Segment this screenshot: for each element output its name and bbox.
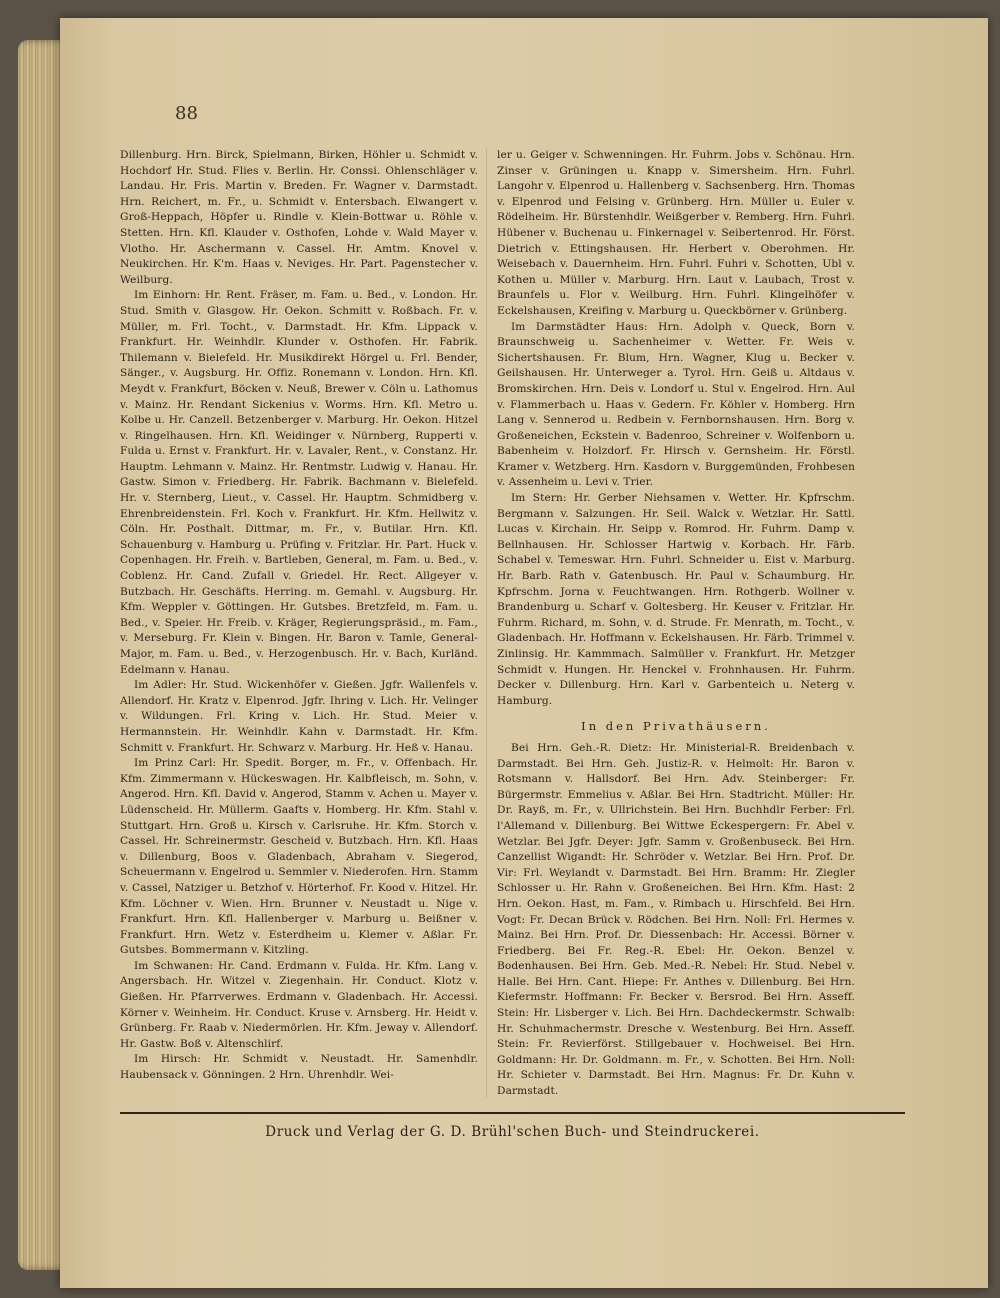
- private-houses-paragraph: Bei Hrn. Geh.-R. Dietz: Hr. Ministerial-R. Breidenbach v. Darmstadt. Bei Hrn. Geh. Justiz-R. v. Helmolt: Hr. Baron v. Rotsmann v. Hallsdorf. Bei Hrn. Adv. Steinberger: Fr. Bürgermstr. Emmelius v. Aßlar. Bei Hrn. Stadtricht. Müller: Hr. Dr. Rayß, m. Fr., v. Ullrichstein. Bei Hrn. Buchhdlr Ferber: Frl. l'Allemand v. Dillenburg. Bei Wittwe Eckespergern: Fr. Abel v. Wetzlar. Bei Jgfr. Deyer: Jgfr. Samm v. Großenbuseck. Bei Hrn. Canzellist Wigandt: Hr. Schröder v. Wetzlar. Bei Hrn. Prof. Dr. Vir: Frl. Weylandt v. Darmstadt. Bei Hrn. Bramm: Hr. Ziegler Schlosser u. Hr. Rahn v. Großeneichen. Bei Hrn. Kfm. Hast: 2 Hrn. Oekon. Hast, m. Fam., v. Rimbach u. Hirschfeld. Bei Hrn. Vogt: Fr. Decan Brück v. Rödchen. Bei Hrn. Noll: Frl. Hermes v. Mainz. Bei Hrn. Prof. Dr. Diessenbach: Hr. Accessi. Börner v. Friedberg. Bei Fr. Reg.-R. Ebel: Hr. Oekon. Benzel v. Bodenhausen. Bei Hrn. Geb. Med.-R. Nebel: Hr. Stud. Nebel v. Halle. Bei Hrn. Cant. Hiepe: Fr. Anthes v. Dillenburg. Bei Hrn. Kiefermstr. Hoffmann: Fr. Becker v. Bersrod. Bei Hrn. Asseff. Stein: Hr. Lisberger v. Lich. Bei Hrn. Dachdeckermstr. Schwalb: Hr. Schuhmachermstr. Dresche v. Westenburg. Bei Hrn. Asseff. Stein: Fr. Revierförst. Stillgebauer v. Hochweisel. Bei Hrn. Goldmann: Hr. Dr. Goldmann. m. Fr., v. Schotten. Bei Hrn. Noll: Hr. Schieter v. Darmstadt. Bei Hrn. Magnus: Fr. Dr. Kuhn v. Darmstadt.: [497, 741, 855, 1098]
- guest-list-paragraph: Im Prinz Carl: Hr. Spedit. Borger, m. Fr., v. Offenbach. Hr. Kfm. Zimmermann v. Hückeswagen. Hr. Kalbfleisch, m. Sohn, v. Angerod. Hrn. Kfl. David v. Angerod, Stamm v. Achen u. Mayer v. Lüdenscheid. Hr. Müllerm. Gaafts v. Homberg. Hr. Kfm. Stahl v. Stuttgart. Hrn. Groß u. Kirsch v. Carlsruhe. Hr. Kfm. Storch v. Cassel. Hr. Schreinermstr. Gescheid v. Butzbach. Hrn. Kfl. Haas v. Dillenburg, Boos v. Gladenbach, Abraham v. Siegerod, Scheuermann v. Engelrod u. Semmler v. Niederofen. Hrn. Stamm v. Cassel, Natziger u. Betzhof v. Hörterhof. Fr. Kood v. Hitzel. Hr. Kfm. Löchner v. Wien. Hrn. Brunner v. Neustadt u. Nige v. Frankfurt. Hrn. Kfl. Hallenberger v. Marburg u. Beißner v. Frankfurt. Hrn. Wetz v. Esterdheim u. Klemer v. Aßlar. Fr. Gutsbes. Bommermann v. Kitzling.: [120, 757, 478, 957]
- guest-list-paragraph: Im Einhorn: Hr. Rent. Fräser, m. Fam. u. Bed., v. London. Hr. Stud. Smith v. Glasgow. Hr. Oekon. Schmitt v. Roßbach. Fr. v. Müller, m. Frl. Tocht., v. Darmstadt. Hr. Kfm. Lippack v. Frankfurt. Hr. Weinhdlr. Klunder v. Osthofen. Hr. Fabrik. Thilemann v. Bielefeld. Hr. Musikdirekt Hörgel u. Frl. Bender, Sänger., v. Augsburg. Hr. Offiz. Ronemann v. London. Hrn. Kfl. Meydt v. Frankfurt, Böcken v. Neuß, Brewer v. Cöln u. Lathomus v. Mainz. Hr. Rendant Sickenius v. Worms. Hrn. Kfl. Metro u. Kolbe u. Hr. Canzell. Betzenberger v. Marburg. Hr. Oekon. Hitzel v. Ringelhausen. Hrn. Kfl. Weidinger v. Nürnberg, Rupperti v. Fulda u. Ernst v. Frankfurt. Hr. v. Lavaler, Rent., v. Constanz. Hr. Hauptm. Lehmann v. Mainz. Hr. Rentmstr. Ludwig v. Hanau. Hr. Gastw. Simon v. Friedberg. Hr. Fabrik. Bachmann v. Bielefeld. Hr. v. Sternberg, Lieut., v. Cassel. Hr. Hauptm. Schmidberg v. Ehrenbreidenstein. Frl. Koch v. Frankfurt. Hr. Kfm. Hellwitz v. Cöln. Hr. Posthalt. Dittmar, m. Fr., v. Butilar. Hrn. Kfl. Schauenburg v. Hamburg u. Prüfing v. Fritzlar. Hr. Part. Huck v. Copenhagen. Hr. Freih. v. Bartleben, General, m. Fam. u. Bed., v. Coblenz. Hr. Cand. Zufall v. Griedel. Hr. Rect. Allgeyer v. Butzbach. Hr. Geschäfts. Herring. m. Gemahl. v. Augsburg. Hr. Kfm. Weppler v. Göttingen. Hr. Gutsbes. Bretzfeld, m. Fam. u. Bed., v. Speier. Hr. Freib. v. Kräger, Regierungspräsid., m. Fam., v. Merseburg. Fr. Klein v. Bingen. Hr. Baron v. Tamle, General-Major, m. Fam. u. Bed., v. Herzogenbusch. Hr. v. Bach, Kurländ. Edelmann v. Hanau.: [120, 289, 478, 676]
- guest-list-paragraph: Im Stern: Hr. Gerber Niehsamen v. Wetter. Hr. Kpfrschm. Bergmann v. Salzungen. Hr. Seil. Walck v. Wetzlar. Hr. Sattl. Lucas v. Kirchain. Hr. Seipp v. Romrod. Hr. Fuhrm. Damp v. Bellnhausen. Hr. Schlosser Hartwig v. Korbach. Hr. Färb. Schabel v. Temeswar. Hrn. Fuhrl. Schneider u. Eist v. Marburg. Hr. Barb. Rath v. Gatenbusch. Hr. Paul v. Schaumburg. Hr. Kpfrschm. Jorna v. Feuchtwangen. Hrn. Rothgerb. Wollner v. Brandenburg u. Scharf v. Goltesberg. Hr. Keuser v. Fritzlar. Hr. Fuhrm. Richard, m. Sohn, v. d. Strude. Fr. Menrath, m. Tocht., v. Gladenbach. Hr. Hoffmann v. Eckelshausen. Hr. Färb. Trimmel v. Zinlinsig. Hr. Kammmach. Salmüller v. Frankfurt. Hr. Metzger Schmidt v. Hungen. Hr. Henckel v. Frohnhausen. Hr. Fuhrm. Decker v. Dillenburg. Hrn. Karl v. Garbenteich u. Neterg v. Hamburg.: [497, 492, 855, 707]
- guest-list-paragraph: Im Darmstädter Haus: Hrn. Adolph v. Queck, Born v. Braunschweig u. Sachenheimer v. Wetter. Fr. Weis v. Sichertshausen. Fr. Blum, Hrn. Wagner, Klug u. Becker v. Geilshausen. Hr. Unterweger a. Tyrol. Hrn. Geiß u. Altdaus v. Bromskirchen. Hrn. Deis v. Londorf u. Stul v. Engelrod. Hrn. Aul v. Flammerbach u. Haas v. Gedern. Fr. Köhler v. Homberg. Hrn Lang v. Sennerod u. Redbein v. Fernbornshausen. Hrn. Borg v. Großeneichen, Eckstein v. Badenroo, Schreiner v. Wolfenborn u. Babenheim v. Holzdorf. Fr. Hirsch v. Gernsheim. Hr. Förstl. Kramer v. Wetzberg. Hrn. Kasdorn v. Burggemünden, Frohbesen v. Assenheim u. Levi v. Trier.: [497, 320, 855, 489]
- column-divider: [486, 148, 487, 1098]
- guest-list-paragraph: Im Adler: Hr. Stud. Wickenhöfer v. Gießen. Jgfr. Wallenfels v. Allendorf. Hr. Kratz v. Elpenrod. Jgfr. Ihring v. Lich. Hr. Velinger v. Wildungen. Frl. Kring v. Lich. Hr. Stud. Meier v. Hermannstein. Hr. Weinhdlr. Kahn v. Darmstadt. Hr. Kfm. Schmitt v. Frankfurt. Hr. Schwarz v. Marburg. Hr. Heß v. Hanau.: [120, 679, 478, 754]
- printer-imprint: Druck und Verlag der G. D. Brühl'schen Buch- und Steindruckerei.: [265, 1124, 760, 1140]
- left-column: [120, 148, 478, 1084]
- right-column: [497, 148, 855, 1100]
- page-number: 88: [175, 103, 198, 124]
- guest-list-paragraph: ler u. Geiger v. Schwenningen. Hr. Fuhrm. Jobs v. Schönau. Hrn. Zinser v. Grüningen u. Knapp v. Simersheim. Hrn. Fuhrl. Langohr v. Elpenrod u. Hallenberg v. Sachsenberg. Hrn. Thomas v. Elpenrod und Felsing v. Grünberg. Hrn. Müller u. Euler v. Rödelheim. Hr. Bürstenhdlr. Weißgerber v. Remberg. Hrn. Fuhrl. Hübener v. Buchenau u. Finkernagel v. Seibertenrod. Hr. Först. Dietrich v. Ettingshausen. Hr. Herbert v. Oberohmen. Hr. Weisebach v. Dauernheim. Hrn. Fuhrl. Fuhri v. Schotten, Ubl v. Kothen u. Müller v. Marburg. Hrn. Laut v. Laubach, Trost v. Braunfels u. Flor v. Weilburg. Hrn. Fuhrl. Klingelhöfer v. Eckelshausen, Kreifing v. Marburg u. Queckbörner v. Grünberg.: [497, 149, 855, 317]
- guest-list-paragraph: Dillenburg. Hrn. Birck, Spielmann, Birken, Höhler u. Schmidt v. Hochdorf Hr. Stud. Flies v. Berlin. Hr. Conssi. Ohlenschläger v. Landau. Hr. Fris. Martin v. Breden. Fr. Wagner v. Darmstadt. Hrn. Reichert, m. Fr., u. Schmidt v. Entersbach. Elwangert v. Groß-Heppach, Höpfer u. Rindle v. Klein-Bottwar u. Röhle v. Stetten. Hrn. Kfl. Klauder v. Osthofen, Lohde v. Wald Mayer v. Vlotho. Hr. Aschermann v. Cassel. Hr. Amtm. Knovel v. Neukirchen. Hr. K'm. Haas v. Neviges. Hr. Part. Pagenstecher v. Weilburg.: [120, 149, 478, 286]
- guest-list-paragraph: Im Hirsch: Hr. Schmidt v. Neustadt. Hr. Samenhdlr. Haubensack v. Gönningen. 2 Hrn. Uhrenhdlr. Wei-: [120, 1053, 478, 1082]
- section-heading: In den Privathäusern.: [581, 719, 771, 734]
- guest-list-paragraph: Im Schwanen: Hr. Cand. Erdmann v. Fulda. Hr. Kfm. Lang v. Angersbach. Hr. Witzel v. Ziegenhain. Hr. Conduct. Klotz v. Gießen. Hr. Pfarrverwes. Erdmann v. Gladenbach. Hr. Accessi. Körner v. Weinheim. Hr. Conduct. Kruse v. Arnsberg. Hr. Heidt v. Grünberg. Fr. Raab v. Niedermörlen. Hr. Kfm. Jeway v. Allendorf. Hr. Gastw. Boß v. Altenschlirf.: [120, 959, 478, 1050]
- footer-rule: [120, 1112, 905, 1114]
